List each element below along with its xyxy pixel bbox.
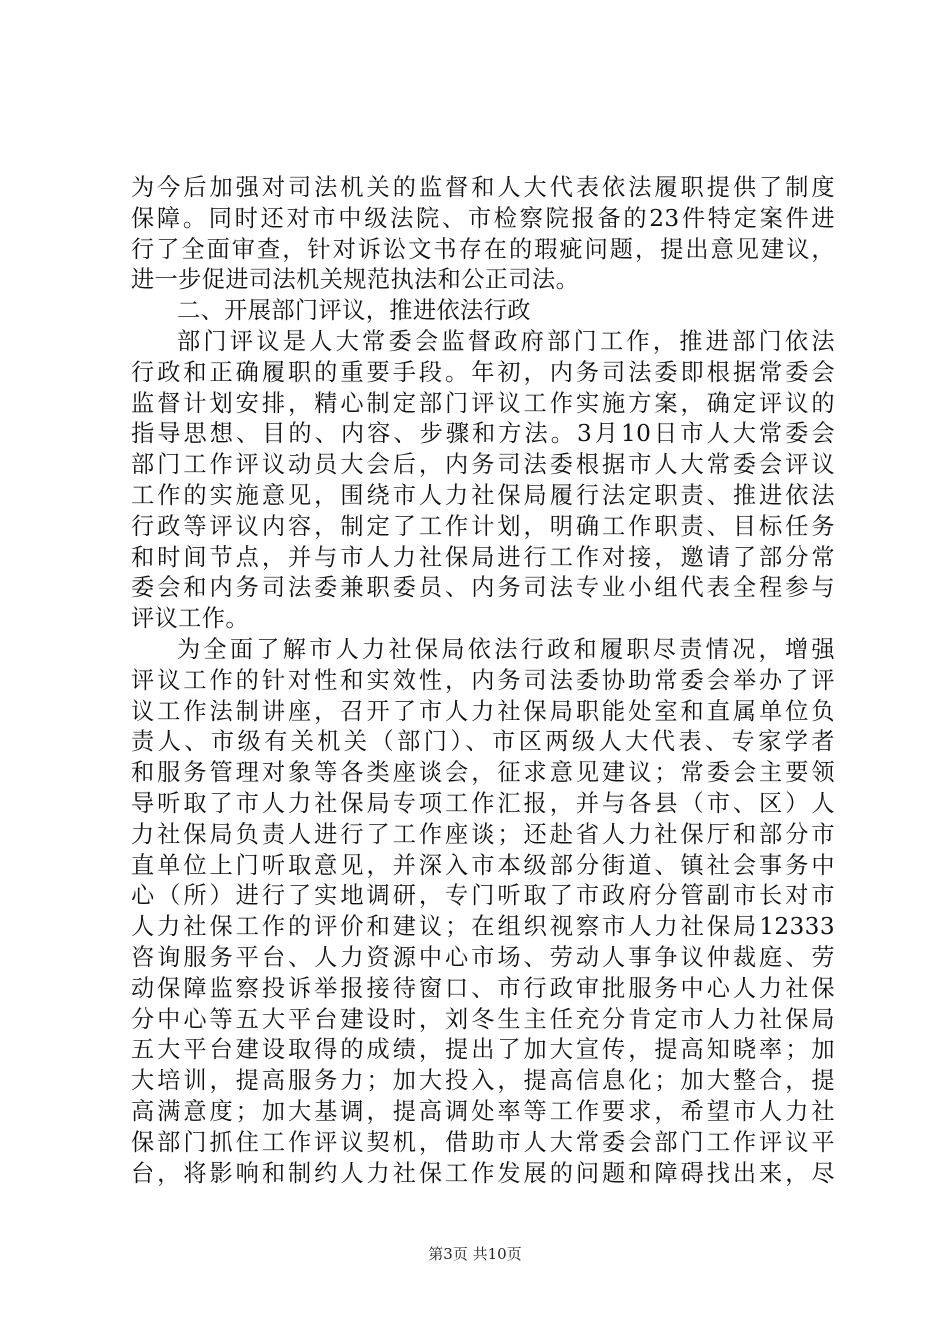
text-line: 监督计划安排，精心制定部门评议工作实施方案，确定评议的: [131, 389, 835, 417]
text-line: 评议工作。: [131, 605, 249, 633]
text-line: 和服务管理对象等各类座谈会，征求意见建议；常委会主要领: [131, 759, 835, 787]
text-line: 部门工作评议动员大会后，内务司法委根据市人大常委会评议: [131, 451, 835, 479]
text-line: 和时间节点，并与市人力社保局进行工作对接，邀请了部分常: [131, 543, 835, 571]
text-line: 为全面了解市人力社保局依法行政和履职尽责情况，增强: [177, 635, 835, 663]
text-line: 为今后加强对司法机关的监督和人大代表依法履职提供了制度: [131, 174, 835, 201]
text-line: 行政和正确履职的重要手段。年初，内务司法委即根据常委会: [131, 358, 835, 386]
text-line: 力社保局负责人进行了工作座谈；还赴省人力社保厅和部分市: [131, 820, 835, 848]
text-line: 台，将影响和制约人力社保工作发展的问题和障碍找出来，尽: [131, 1159, 835, 1187]
text-line: 行了全面审查，针对诉讼文书存在的瑕疵问题，提出意见建议，: [131, 235, 835, 263]
text-line: 委会和内务司法委兼职委员、内务司法专业小组代表全程参与: [131, 574, 835, 602]
text-line: 人力社保工作的评价和建议；在组织视察市人力社保局12333: [131, 913, 835, 941]
text-line: 心（所）进行了实地调研，专门听取了市政府分管副市长对市: [131, 882, 835, 910]
text-line: 动保障监察投诉举报接待窗口、市行政审批服务中心人力社保: [131, 974, 835, 1002]
body-text: [131, 173, 835, 1189]
text-line: 行政等评议内容，制定了工作计划，明确工作职责、目标任务: [131, 512, 835, 540]
text-line: 导听取了市人力社保局专项工作汇报，并与各县（市、区）人: [131, 789, 835, 817]
text-line: 大培训，提高服务力；加大投入，提高信息化；加大整合，提: [131, 1067, 835, 1095]
text-line: 工作的实施意见，围绕市人力社保局履行法定职责、推进依法: [131, 481, 835, 509]
text-line: 五大平台建设取得的成绩，提出了加大宣传，提高知晓率；加: [131, 1036, 835, 1064]
text-line: 分中心等五大平台建设时，刘冬生主任充分肯定市人力社保局: [131, 1005, 835, 1033]
text-line: 进一步促进司法机关规范执法和公正司法。: [131, 266, 580, 294]
text-line: 高满意度；加大基调，提高调处率等工作要求，希望市人力社: [131, 1097, 835, 1125]
text-line: 议工作法制讲座，召开了市人力社保局职能处室和直属单位负: [131, 697, 835, 725]
text-line: 评议工作的针对性和实效性，内务司法委协助常委会举办了评: [131, 666, 835, 694]
text-line: 直单位上门听取意见，并深入市本级部分街道、镇社会事务中: [131, 851, 835, 879]
text-line: 责人、市级有关机关（部门）、市区两级人大代表、专家学者: [131, 728, 835, 756]
text-line: 保障。同时还对市中级法院、市检察院报备的23件特定案件进: [131, 204, 835, 232]
text-line: 保部门抓住工作评议契机，借助市人大常委会部门工作评议平: [131, 1128, 835, 1156]
text-line: 指导思想、目的、内容、步骤和方法。3月10日市人大常委会: [131, 420, 835, 448]
text-line: 部门评议是人大常委会监督政府部门工作，推进部门依法: [177, 327, 835, 355]
page-footer: 第3页 共10页: [428, 1245, 522, 1263]
text-line: 咨询服务平台、人力资源中心市场、劳动人事争议仲裁庭、劳: [131, 943, 835, 971]
text-line: 二、开展部门评议，推进依法行政: [177, 297, 531, 325]
